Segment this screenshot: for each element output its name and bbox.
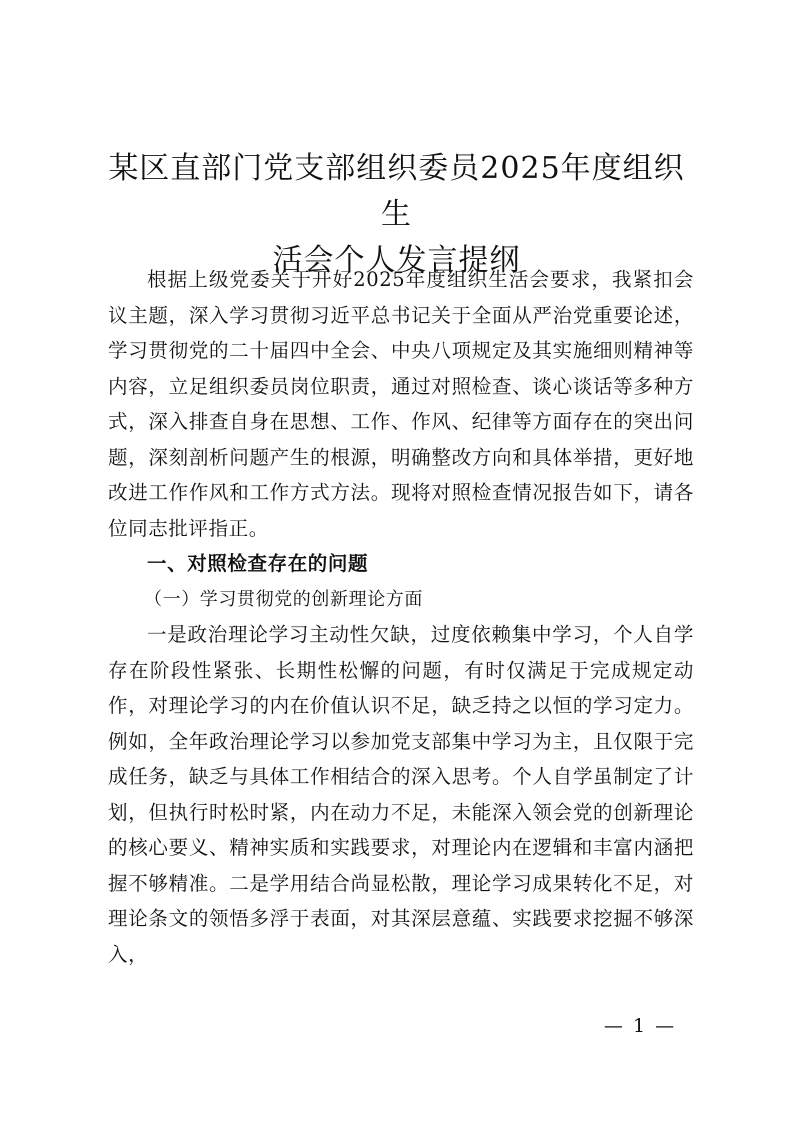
- title-line-2: 活会个人发言提纲: [272, 243, 521, 278]
- document-body: [108, 262, 694, 972]
- subsection-heading: （一）学习贯彻党的创新理论方面: [144, 588, 423, 610]
- intro-paragraph: 根据上级党委关于开好2025年度组织生活会要求，我紧扣会议主题，深入学习贯彻习近平总书记关于全面从严治党重要论述，学习贯彻党的二十届四中全会、中央八项规定及其实施细则精神等内容，立足组织委员岗位职责，通过对照检查、谈心谈话等多种方式，深入排查自身在思想、工作、作风、纪律等方面存在的突出问题，深刻剖析问题产生的根源，明确整改方向和具体举措，更好地改进工作作风和工作方式方法。现将对照检查情况报告如下，请各位同志批评指正。: [108, 268, 694, 540]
- section-heading: 一、对照检查存在的问题: [147, 552, 369, 575]
- page-number: — 1 —: [603, 1015, 677, 1037]
- title-line-1: 某区直部门党支部组织委员2025年度组织生: [108, 151, 685, 232]
- body-paragraph: 一是政治理论学习主动性欠缺，过度依赖集中学习，个人自学存在阶段性紧张、长期性松懈的问题，有时仅满足于完成规定动作，对理论学习的内在价值认识不足，缺乏持之以恒的学习定力。例如，全年政治理论学习以参加党支部集中学习为主，且仅限于完成任务，缺乏与具体工作相结合的深入思考。个人自学虽制定了计划，但执行时松时紧，内在动力不足，未能深入领会党的创新理论的核心要义、精神实质和实践要求，对理论内在逻辑和丰富内涵把握不够精准。二是学用结合尚显松散，理论学习成果转化不足，对理论条文的领悟多浮于表面，对其深层意蕴、实践要求挖掘不够深入，: [108, 623, 694, 966]
